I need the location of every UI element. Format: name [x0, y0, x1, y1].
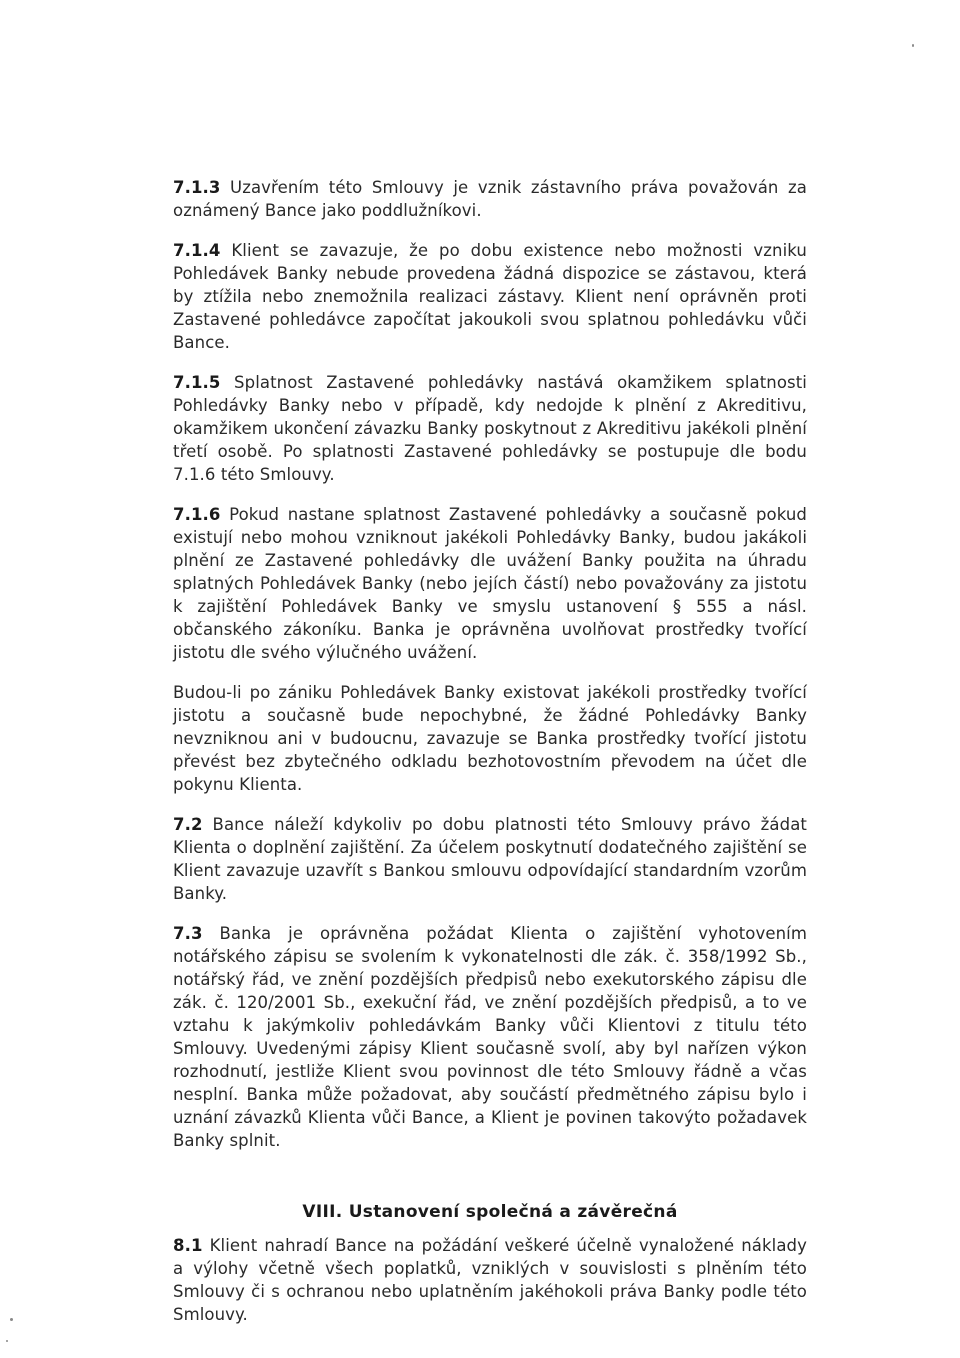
paragraph-text: Uzavřením této Smlouvy je vznik zástavního práva považován za oznámený Bance jako poddlužníkovi.: [173, 178, 807, 220]
paragraph-8-1: [173, 1234, 807, 1326]
paragraph-7-2: [173, 813, 807, 905]
scan-speck: [912, 44, 914, 47]
paragraph-7-1-6: [173, 503, 807, 664]
paragraph-text: Budou-li po zániku Pohledávek Banky existovat jakékoli prostředky tvořící jistotu a současně bude nepochybné, že žádné Pohledávky Banky nevzniknou ani v budoucnu, zavazuje se Banka prostředky tvořící jistotu převést bez zbytečného odkladu bezhotovostním převodem na účet dle pokynu Klienta.: [173, 683, 807, 794]
paragraph-7-1-3: [173, 176, 807, 222]
paragraph-7-1-5: [173, 371, 807, 486]
paragraph-7-3: [173, 922, 807, 1152]
paragraph-text: Splatnost Zastavené pohledávky nastává okamžikem splatnosti Pohledávky Banky nebo v případě, kdy nedojde k plnění z Akreditivu, okamžikem ukončení závazku Banky poskytnout z Akreditivu jakékoli plnění třetí osobě. Po splatnosti Zastavené pohledávky se postupuje dle bodu 7.1.6 této Smlouvy.: [173, 373, 807, 484]
paragraph-budou-li: [173, 681, 807, 796]
paragraph-7-1-4: [173, 239, 807, 354]
scan-speck: [10, 1318, 13, 1321]
paragraph-number: 7.3: [173, 924, 203, 943]
section-heading-viii: VIII. Ustanovení společná a závěrečná: [302, 1202, 678, 1222]
paragraph-number: 7.2: [173, 815, 203, 834]
paragraph-text: Bance náleží kdykoliv po dobu platnosti této Smlouvy právo žádat Klienta o doplnění zajištění. Za účelem poskytnutí dodatečného zajištění se Klient zavazuje uzavřít s Bankou smlouvu odpovídající standardním vzorům Banky.: [173, 815, 807, 903]
paragraph-number: 7.1.5: [173, 373, 221, 392]
paragraph-text: Banka je oprávněna požádat Klienta o zajištění vyhotovením notářského zápisu se svolením k vykonatelnosti dle zák. č. 358/1992 Sb., notářský řád, ve znění pozdějších předpisů nebo exekutorského zápisu dle zák. č. 120/2001 Sb., exekuční řád, ve znění pozdějších předpisů, a to ve vztahu k jakýmkoliv pohledávkám Banky vůči Klientovi z titulu této Smlouvy. Uvedenými zápisy Klient současně svolí, aby byl nařízen výkon rozhodnutí, jestliže Klient svou povinnost dle této Smlouvy řádně a včas nesplní. Banka může požadovat, aby součástí předmětného zápisu bylo i uznání závazků Klienta vůči Bance, a Klient je povinen takovýto požadavek Banky splnit.: [173, 924, 807, 1150]
paragraph-text: Klient se zavazuje, že po dobu existence nebo možnosti vzniku Pohledávek Banky nebude provedena žádná dispozice se zástavou, která by ztížila nebo znemožnila realizaci zástavy. Klient není oprávněn proti Zastavené pohledávce započítat jakoukoli svou splatnou pohledávku vůči Bance.: [173, 241, 807, 352]
paragraph-number: 8.1: [173, 1236, 203, 1255]
paragraph-text: Klient nahradí Bance na požádání veškeré účelně vynaložené náklady a výlohy včetně všech poplatků, vzniklých v souvislosti s plněním této Smlouvy či s ochranou nebo uplatněním jakéhokoli práva Banky podle této Smlouvy.: [173, 1236, 807, 1324]
paragraph-number: 7.1.3: [173, 178, 221, 197]
paragraph-number: 7.1.6: [173, 505, 221, 524]
document-page: [173, 176, 807, 1343]
scan-speck: [6, 1340, 8, 1342]
paragraph-number: 7.1.4: [173, 241, 221, 260]
paragraph-text: Pokud nastane splatnost Zastavené pohledávky a současně pokud existují nebo mohou vzniknout jakékoli Pohledávky Banky, budou jakákoli plnění ze Zastavené pohledávky dle uvážení Banky použita na úhradu splatných Pohledávek Banky (nebo jejích částí) nebo považovány za jistotu k zajištění Pohledávek Banky ve smyslu ustanovení § 555 a násl. občanského zákoníku. Banka je oprávněna uvolňovat prostředky tvořící jistotu dle svého výlučného uvážení.: [173, 505, 807, 662]
